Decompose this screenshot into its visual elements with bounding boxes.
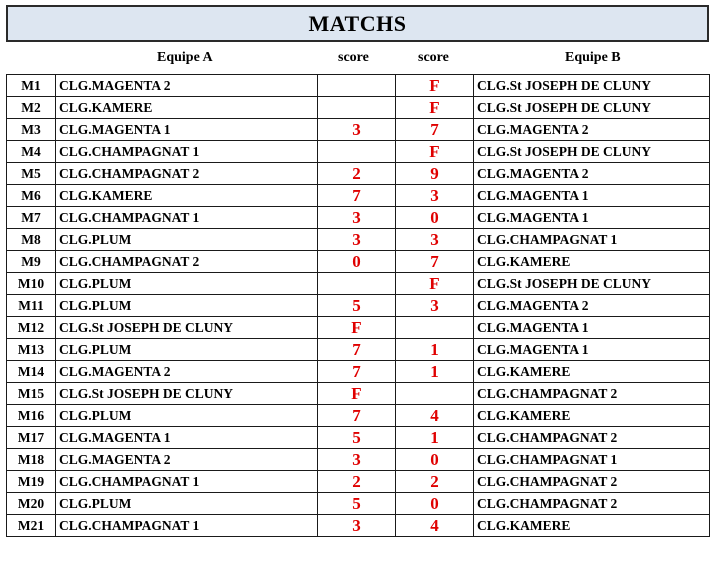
match-id-cell: M13 <box>7 339 56 361</box>
match-id-cell: M15 <box>7 383 56 405</box>
score-b-cell: 3 <box>396 295 474 317</box>
score-b-cell: 3 <box>396 229 474 251</box>
score-b-cell: 3 <box>396 185 474 207</box>
table-row <box>7 471 710 493</box>
score-b-cell: 0 <box>396 449 474 471</box>
team-a-cell: CLG.CHAMPAGNAT 1 <box>56 207 318 229</box>
match-id-cell: M16 <box>7 405 56 427</box>
team-b-cell: CLG.MAGENTA 2 <box>474 119 710 141</box>
score-b-cell <box>396 383 474 405</box>
team-a-cell: CLG.PLUM <box>56 295 318 317</box>
score-a-cell <box>318 141 396 163</box>
match-id-cell: M1 <box>7 75 56 97</box>
score-b-cell: 1 <box>396 339 474 361</box>
team-b-cell: CLG.CHAMPAGNAT 2 <box>474 427 710 449</box>
header-team-b: Equipe B <box>565 50 621 65</box>
match-id-cell: M12 <box>7 317 56 339</box>
team-a-cell: CLG.CHAMPAGNAT 1 <box>56 141 318 163</box>
team-b-cell: CLG.MAGENTA 1 <box>474 185 710 207</box>
team-b-cell: CLG.CHAMPAGNAT 2 <box>474 471 710 493</box>
team-a-cell: CLG.PLUM <box>56 273 318 295</box>
team-b-cell: CLG.MAGENTA 2 <box>474 163 710 185</box>
match-id-cell: M18 <box>7 449 56 471</box>
team-a-cell: CLG.CHAMPAGNAT 2 <box>56 163 318 185</box>
header-team-a: Equipe A <box>157 50 213 65</box>
table-row <box>7 207 710 229</box>
score-b-cell <box>396 317 474 339</box>
score-a-cell: 2 <box>318 163 396 185</box>
score-b-cell: 4 <box>396 515 474 537</box>
score-b-cell: F <box>396 273 474 295</box>
page-title: MATCHS <box>308 10 407 36</box>
score-a-cell: 5 <box>318 427 396 449</box>
score-a-cell: 3 <box>318 207 396 229</box>
team-b-cell: CLG.CHAMPAGNAT 1 <box>474 229 710 251</box>
table-row <box>7 493 710 515</box>
table-row <box>7 185 710 207</box>
match-id-cell: M19 <box>7 471 56 493</box>
table-row <box>7 75 710 97</box>
team-a-cell: CLG.CHAMPAGNAT 2 <box>56 251 318 273</box>
team-a-cell: CLG.CHAMPAGNAT 1 <box>56 515 318 537</box>
table-row <box>7 405 710 427</box>
table-row <box>7 515 710 537</box>
table-row <box>7 119 710 141</box>
score-b-cell: 7 <box>396 119 474 141</box>
table-row <box>7 295 710 317</box>
team-a-cell: CLG.KAMERE <box>56 97 318 119</box>
match-id-cell: M11 <box>7 295 56 317</box>
team-b-cell: CLG.KAMERE <box>474 405 710 427</box>
score-a-cell: F <box>318 317 396 339</box>
match-id-cell: M14 <box>7 361 56 383</box>
table-row <box>7 141 710 163</box>
team-b-cell: CLG.St JOSEPH DE CLUNY <box>474 141 710 163</box>
team-b-cell: CLG.KAMERE <box>474 515 710 537</box>
score-a-cell: 7 <box>318 405 396 427</box>
score-a-cell: 3 <box>318 229 396 251</box>
score-a-cell: 3 <box>318 515 396 537</box>
table-row <box>7 163 710 185</box>
team-a-cell: CLG.MAGENTA 1 <box>56 119 318 141</box>
score-a-cell: 3 <box>318 449 396 471</box>
team-a-cell: CLG.St JOSEPH DE CLUNY <box>56 383 318 405</box>
score-a-cell: 0 <box>318 251 396 273</box>
matches-table <box>6 74 710 537</box>
team-a-cell: CLG.PLUM <box>56 229 318 251</box>
team-a-cell: CLG.KAMERE <box>56 185 318 207</box>
team-b-cell: CLG.KAMERE <box>474 251 710 273</box>
match-id-cell: M8 <box>7 229 56 251</box>
team-a-cell: CLG.PLUM <box>56 339 318 361</box>
table-row <box>7 251 710 273</box>
score-b-cell: 1 <box>396 361 474 383</box>
team-b-cell: CLG.St JOSEPH DE CLUNY <box>474 75 710 97</box>
score-a-cell: 5 <box>318 295 396 317</box>
header-score-a: score <box>338 50 369 65</box>
score-a-cell: 2 <box>318 471 396 493</box>
table-row <box>7 383 710 405</box>
score-b-cell: F <box>396 75 474 97</box>
score-a-cell: 7 <box>318 339 396 361</box>
match-id-cell: M10 <box>7 273 56 295</box>
team-b-cell: CLG.MAGENTA 2 <box>474 295 710 317</box>
team-b-cell: CLG.MAGENTA 1 <box>474 339 710 361</box>
title-banner <box>6 5 709 42</box>
table-row <box>7 361 710 383</box>
match-id-cell: M5 <box>7 163 56 185</box>
score-b-cell: 0 <box>396 493 474 515</box>
score-b-cell: 1 <box>396 427 474 449</box>
table-row <box>7 97 710 119</box>
table-row <box>7 339 710 361</box>
team-a-cell: CLG.MAGENTA 1 <box>56 427 318 449</box>
match-id-cell: M2 <box>7 97 56 119</box>
table-row <box>7 317 710 339</box>
header-score-b: score <box>418 50 449 65</box>
match-id-cell: M3 <box>7 119 56 141</box>
team-b-cell: CLG.MAGENTA 1 <box>474 207 710 229</box>
team-b-cell: CLG.MAGENTA 1 <box>474 317 710 339</box>
match-id-cell: M20 <box>7 493 56 515</box>
team-b-cell: CLG.CHAMPAGNAT 2 <box>474 383 710 405</box>
score-a-cell <box>318 97 396 119</box>
team-a-cell: CLG.PLUM <box>56 405 318 427</box>
team-a-cell: CLG.PLUM <box>56 493 318 515</box>
score-b-cell: 0 <box>396 207 474 229</box>
team-a-cell: CLG.St JOSEPH DE CLUNY <box>56 317 318 339</box>
score-a-cell: F <box>318 383 396 405</box>
score-b-cell: 7 <box>396 251 474 273</box>
score-a-cell <box>318 75 396 97</box>
table-row <box>7 229 710 251</box>
team-b-cell: CLG.St JOSEPH DE CLUNY <box>474 273 710 295</box>
match-id-cell: M17 <box>7 427 56 449</box>
table-row <box>7 273 710 295</box>
team-b-cell: CLG.CHAMPAGNAT 2 <box>474 493 710 515</box>
table-row <box>7 427 710 449</box>
score-b-cell: F <box>396 141 474 163</box>
team-a-cell: CLG.MAGENTA 2 <box>56 75 318 97</box>
score-a-cell: 3 <box>318 119 396 141</box>
team-a-cell: CLG.MAGENTA 2 <box>56 361 318 383</box>
score-a-cell: 7 <box>318 185 396 207</box>
score-a-cell: 5 <box>318 493 396 515</box>
match-id-cell: M21 <box>7 515 56 537</box>
score-b-cell: 2 <box>396 471 474 493</box>
table-row <box>7 449 710 471</box>
score-b-cell: 4 <box>396 405 474 427</box>
score-b-cell: F <box>396 97 474 119</box>
match-id-cell: M6 <box>7 185 56 207</box>
match-id-cell: M4 <box>7 141 56 163</box>
team-a-cell: CLG.MAGENTA 2 <box>56 449 318 471</box>
team-b-cell: CLG.CHAMPAGNAT 1 <box>474 449 710 471</box>
match-id-cell: M7 <box>7 207 56 229</box>
team-b-cell: CLG.St JOSEPH DE CLUNY <box>474 97 710 119</box>
score-a-cell: 7 <box>318 361 396 383</box>
match-id-cell: M9 <box>7 251 56 273</box>
score-a-cell <box>318 273 396 295</box>
team-b-cell: CLG.KAMERE <box>474 361 710 383</box>
score-b-cell: 9 <box>396 163 474 185</box>
team-a-cell: CLG.CHAMPAGNAT 1 <box>56 471 318 493</box>
